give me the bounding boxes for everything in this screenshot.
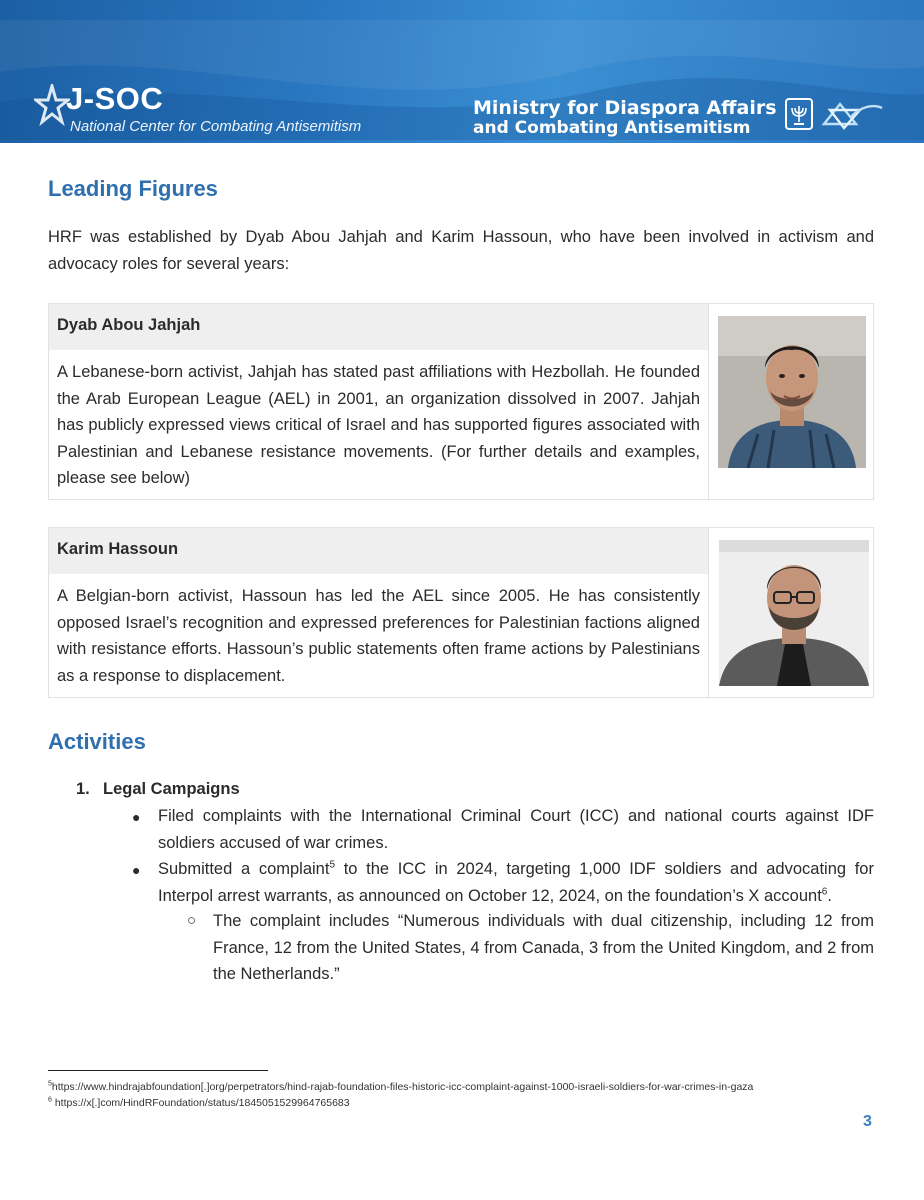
footnote-number: 6 [48, 1096, 52, 1104]
footnote-number: 5 [48, 1080, 52, 1088]
bullet-text-part: to the ICC in 2024, targeting 1,000 IDF soldiers and advocating for Interpol arrest warrants, as announced on October 12, 2024, on the foundation’s X account [158, 860, 874, 905]
profile-card-hassoun [48, 527, 874, 698]
list-item-title: Legal Campaigns [103, 780, 240, 798]
bullet-marker: ● [132, 862, 141, 878]
menorah-emblem-icon [785, 98, 813, 130]
profile-divider [708, 528, 709, 699]
bullet-text: Filed complaints with the International Criminal Court (ICC) and national courts against IDF soldiers accused of war crimes. [158, 807, 874, 852]
ministry-line-2: and Combating Antisemitism [473, 118, 751, 138]
profile-divider [708, 304, 709, 501]
jsoc-star-icon [34, 84, 70, 132]
footnote-rule [48, 1070, 268, 1071]
profile-card-jahjah [48, 303, 874, 500]
footnote-5 [48, 1081, 753, 1094]
footnote-link[interactable]: https://www.hindrajabfoundation[.]org/perpetrators/hind-rajab-foundation-files-historic-icc-complaint-against-1000-israeli-soldiers-for-war-crimes-in-gaza [51, 1081, 754, 1093]
bullet-marker: ● [132, 809, 141, 825]
profile-photo-hassoun [719, 540, 869, 686]
bullet-text-with-refs [158, 856, 874, 909]
footnote-6 [48, 1097, 350, 1110]
page-number: 3 [863, 1113, 872, 1130]
profile-photo-jahjah [718, 316, 866, 468]
sub-bullet-marker: ○ [187, 912, 197, 929]
header-banner [0, 0, 924, 143]
leading-figures-heading: Leading Figures [48, 176, 218, 201]
list-item-number: 1. [76, 780, 90, 798]
profile-description: A Belgian-born activist, Hassoun has led the AEL since 2005. He has consistently opposed Israel’s recognition and expressed preferences for Palestinian factions aligned with resistance efforts. Hassoun’s public statements often frame actions by Palestinians as a response to displacement. [57, 587, 700, 685]
activities-heading: Activities [48, 729, 146, 754]
profile-name: Dyab Abou Jahjah [57, 316, 201, 334]
footnote-link[interactable]: https://x[.]com/HindRFoundation/status/1845051529964765683 [51, 1097, 350, 1109]
footnote-ref[interactable]: 6 [821, 886, 828, 897]
profile-name: Karim Hassoun [57, 540, 179, 558]
leading-figures-intro: HRF was established by Dyab Abou Jahjah and Karim Hassoun, who have been involved in activism and advocacy roles for several years: [48, 228, 874, 273]
footnote-ref[interactable]: 5 [329, 859, 336, 871]
ministry-name [473, 97, 777, 138]
org-subtitle: National Center for Combating Antisemitism [70, 118, 362, 135]
ministry-star-logo-icon [820, 98, 884, 130]
profile-description: A Lebanese-born activist, Jahjah has stated past affiliations with Hezbollah. He founded the Arab European League (AEL) in 2001, an organization dissolved in 2007. Jahjah has publicly expressed views critical of Israel and has supported figures associated with Palestinian and Lebanese resistance movements. (For further details and examples, please see below) [57, 363, 700, 487]
bullet-text-part: Submitted a complaint [158, 860, 330, 878]
bullet-text-part: . [827, 886, 832, 905]
org-name: J-SOC [66, 81, 164, 116]
sub-bullet-text: The complaint includes “Numerous individuals with dual citizenship, including 12 from France, 12 from the United States, 4 from Canada, 3 from the United Kingdom, and 2 from the Netherlands.” [213, 912, 874, 983]
ministry-line-1: Ministry for Diaspora Affairs [473, 97, 777, 119]
